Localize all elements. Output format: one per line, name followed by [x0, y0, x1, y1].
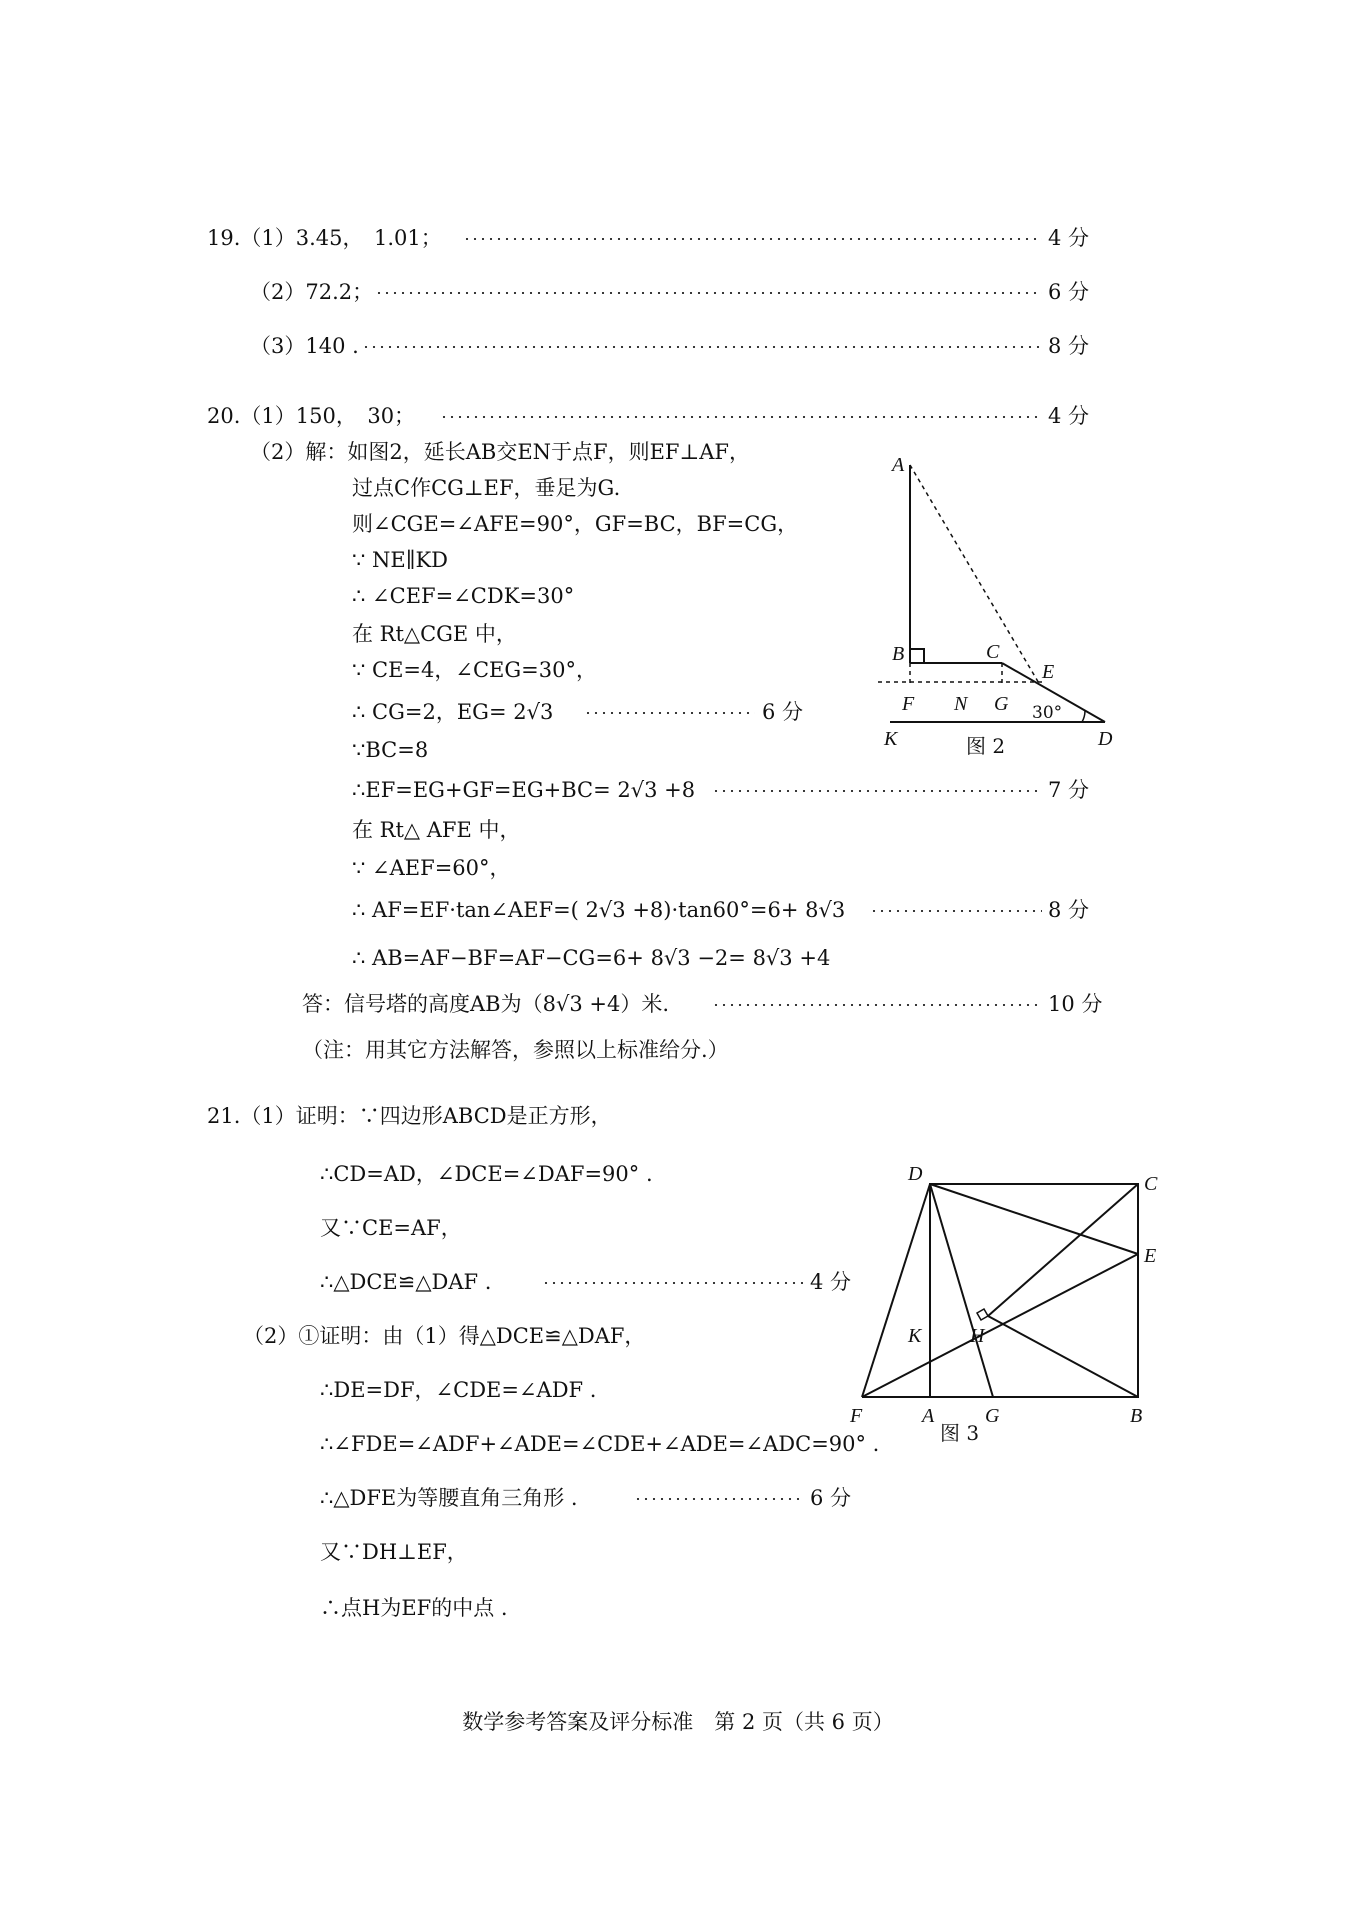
answer-line: ∵BC=8	[352, 738, 429, 762]
fig2-label-F: F	[902, 693, 915, 715]
leader-dots	[542, 1282, 803, 1284]
answer-line: 过点C作CG⊥EF，垂足为G.	[352, 476, 621, 500]
fig3-label-B: B	[1130, 1405, 1143, 1427]
figure-2	[870, 445, 1130, 765]
fig3-label-K: K	[908, 1325, 922, 1347]
leader-dots	[362, 346, 1042, 348]
answer-line: （注：用其它方法解答，参照以上标准给分.）	[302, 1038, 729, 1062]
fig3-label-A: A	[922, 1405, 935, 1427]
fig2-caption: 图 2	[966, 734, 1006, 758]
score-label: 6 分	[762, 700, 804, 724]
score-label: 6 分	[1048, 280, 1090, 304]
answer-line: ∵ ∠AEF=60°，	[352, 856, 511, 880]
answer-line: （2）解：如图2，延长AB交EN于点F，则EF⊥AF，	[250, 440, 750, 464]
score-label: 8 分	[1048, 898, 1090, 922]
fig2-label-B: B	[892, 643, 905, 665]
answer-line: 在 Rt△ AFE 中，	[352, 818, 521, 842]
fig2-label-C: C	[986, 641, 1000, 663]
figure-3	[840, 1160, 1170, 1450]
leader-dots	[375, 292, 1042, 294]
fig2-label-E: E	[1042, 661, 1055, 683]
answer-line: 则∠CGE=∠AFE=90°，GF=BC，BF=CG，	[352, 512, 799, 536]
answer-line: ∴CD=AD，∠DCE=∠DAF=90° .	[320, 1162, 653, 1186]
answer-line: ∴ AB=AF−BF=AF−CG=6+ 8√3 −2= 8√3 +4	[352, 946, 831, 970]
score-label: 7 分	[1048, 778, 1090, 802]
fig2-label-D: D	[1098, 728, 1113, 750]
answer-line: ∴△DCE≌△DAF .	[320, 1270, 492, 1294]
leader-dots	[440, 416, 1042, 418]
fig3-label-G: G	[985, 1405, 1000, 1427]
score-label: 10 分	[1048, 992, 1103, 1016]
score-label: 8 分	[1048, 334, 1090, 358]
answer-line: ∴ CG=2，EG= 2√3	[352, 700, 554, 724]
fig2-label-N: N	[954, 693, 968, 715]
answer-line: ∴EF=EG+GF=EG+BC= 2√3 +8	[352, 778, 696, 802]
answer-line: （2）72.2；	[250, 280, 374, 304]
answer-line: 19.（1）3.45， 1.01；	[207, 226, 442, 250]
fig3-caption: 图 3	[940, 1421, 980, 1445]
fig2-label-G: G	[994, 693, 1009, 715]
answer-line: （3）140 .	[250, 334, 359, 358]
answer-line: 20.（1）150， 30；	[207, 404, 416, 428]
fig3-label-E: E	[1144, 1245, 1157, 1267]
answer-line: ∴ AF=EF·tan∠AEF=( 2√3 +8)·tan60°=6+ 8√3	[352, 898, 846, 922]
score-label: 6 分	[810, 1486, 852, 1510]
answer-line: （2）①证明：由（1）得△DCE≌△DAF，	[243, 1324, 646, 1348]
fig2-label-A: A	[892, 454, 905, 476]
leader-dots	[463, 238, 1042, 240]
leader-dots	[634, 1498, 803, 1500]
fig3-label-C: C	[1144, 1173, 1158, 1195]
score-label: 4 分	[810, 1270, 852, 1294]
answer-line: 21.（1）证明：∵四边形ABCD是正方形，	[207, 1104, 612, 1128]
fig2-angle-label: 30°	[1032, 703, 1063, 723]
answer-line: ∵ NE∥KD	[352, 548, 448, 572]
score-label: 4 分	[1048, 404, 1090, 428]
score-label: 4 分	[1048, 226, 1090, 250]
leader-dots	[584, 712, 755, 714]
fig2-label-K: K	[884, 728, 898, 750]
leader-dots	[712, 790, 1042, 792]
answer-line: ∴DE=DF，∠CDE=∠ADF .	[320, 1378, 597, 1402]
answer-line: ∵ CE=4，∠CEG=30°，	[352, 658, 597, 682]
answer-line: 答：信号塔的高度AB为（8√3 +4）米.	[302, 992, 670, 1016]
page-footer: 数学参考答案及评分标准 第 2 页（共 6 页）	[462, 1710, 894, 1734]
leader-dots	[870, 910, 1042, 912]
fig3-label-D: D	[908, 1163, 923, 1185]
leader-dots	[712, 1004, 1042, 1006]
answer-line: ∴点H为EF的中点 .	[320, 1596, 508, 1620]
answer-line: ∴∠FDE=∠ADF+∠ADE=∠CDE+∠ADE=∠ADC=90° .	[320, 1432, 880, 1456]
answer-line: 在 Rt△CGE 中，	[352, 622, 517, 646]
answer-line: 又∵DH⊥EF，	[320, 1540, 468, 1564]
fig3-label-H: H	[970, 1325, 985, 1347]
answer-line: 又∵CE=AF，	[320, 1216, 462, 1240]
answer-line: ∴△DFE为等腰直角三角形 .	[320, 1486, 578, 1510]
fig3-label-F: F	[850, 1405, 863, 1427]
answer-line: ∴ ∠CEF=∠CDK=30°	[352, 584, 575, 608]
